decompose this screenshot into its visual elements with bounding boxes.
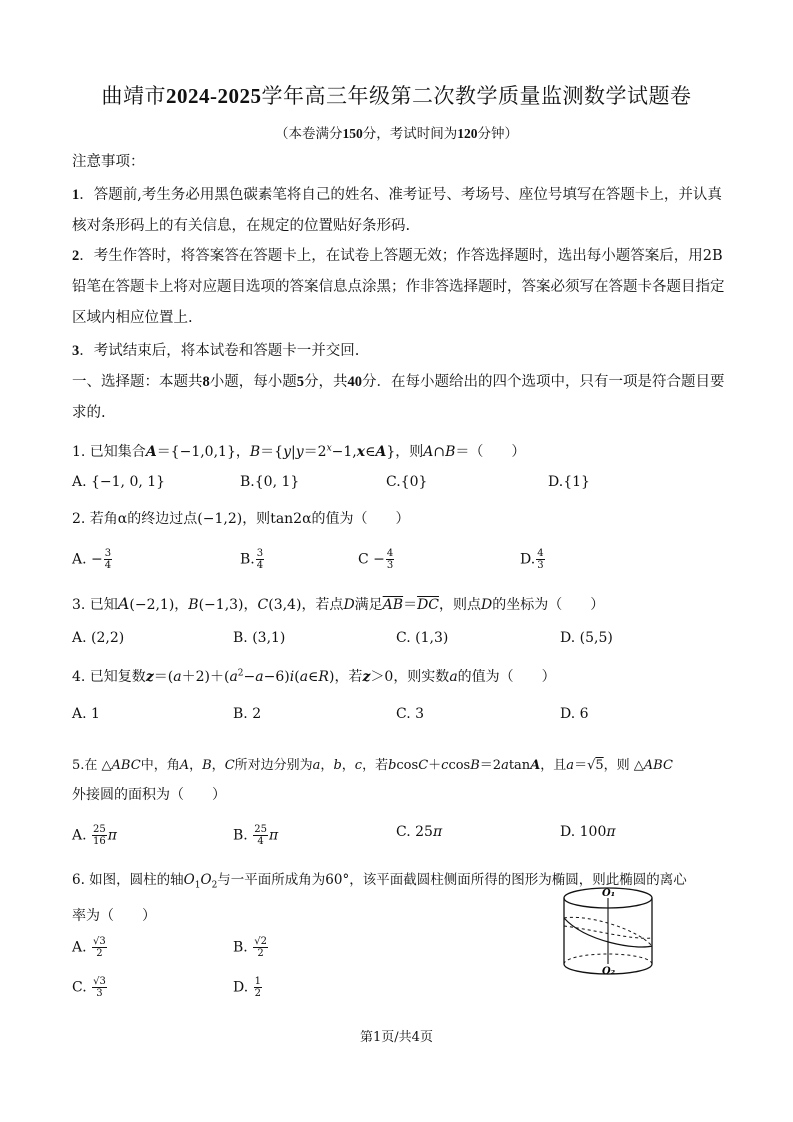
question-1-option-c: C.{0} — [386, 474, 428, 490]
question-5-option-a: A. $\frac{25}{16}$ π — [72, 824, 117, 847]
notice-item-1: 1．答题前,考生务必用黑色碳素笔将自己的姓名、准考证号、考场号、座位号填写在答题卡上，并认真核对条形码上的有关信息，在规定的位置贴好条形码. — [72, 187, 722, 234]
question-5-stem: 5.在 △ABC中，角A，B，C所对边分别为a，b，c，若bcosC＋ccosB＝2atanA，且a＝√5，则 △ABC — [72, 758, 673, 773]
question-2-stem: 2. 若角α的终边过点(−1,2)，则tan2α的值为（ ） — [72, 511, 410, 527]
question-3-option-c: C. (1,3) — [396, 630, 449, 646]
question-1-option-b: B.{0, 1} — [240, 474, 300, 490]
question-1-stem: 1. 已知集合A＝{−1,0,1}，$B=\{y|y=2^x-1,x\in A\}$，则A∩B＝（ ） — [72, 443, 526, 460]
question-6-option-b: B. $\frac{√2}{2}$ — [233, 936, 267, 959]
page-title: 曲靖市2024-2025学年高三年级第二次教学质量监测数学试题卷 — [101, 84, 692, 108]
question-2-option-b: B. $\frac{3}{4}$ — [240, 548, 264, 571]
cylinder-figure — [556, 884, 666, 982]
question-4-option-d: D. 6 — [560, 706, 589, 722]
question-3-option-b: B. (3,1) — [233, 630, 286, 646]
label-o1: O₁ — [602, 888, 616, 899]
question-4-option-a: A. 1 — [72, 706, 100, 722]
question-5-stem-cont: 外接圆的面积为（ ） — [72, 787, 226, 803]
page-footer: 第1页/共4页 — [360, 1030, 433, 1045]
question-2-option-d: D. $\frac{4}{3}$ — [520, 548, 544, 571]
question-2-option-a: A. − $\frac{3}{4}$ — [72, 548, 112, 571]
question-4-option-c: C. 3 — [396, 706, 425, 722]
question-3-option-a: A. (2,2) — [72, 630, 125, 646]
question-6-option-a: A. $\frac{√3}{2}$ — [72, 936, 106, 959]
notice-item-2: 2．考生作答时，将答案答在答题卡上，在试卷上答题无效；作答选择题时，选出每小题答案后，用2B铅笔在答题卡上将对应题目选项的答案信息点涂黑；作非答选择题时，答案必须写在答题卡各题目指定区域内相应位置上. — [72, 248, 725, 326]
page-subtitle: （本卷满分150分，考试时间为120分钟） — [275, 126, 518, 142]
question-5-option-b: B. $\frac{25}{4}$ π — [233, 824, 279, 847]
question-1-option-a: A. {−1, 0, 1} — [72, 474, 166, 490]
question-5-option-d: D. 100π — [560, 824, 616, 840]
question-4-stem: 4. 已知复数$z=(a+2)+(a^2-a-6)i(a\in R)$，若z＞0，则实数a的值为（ ） — [72, 668, 556, 685]
question-6-stem-cont: 率为（ ） — [72, 908, 156, 924]
question-3-option-d: D. (5,5) — [560, 630, 613, 646]
notice-item-3: 3．考试结束后，将本试卷和答题卡一并交回. — [72, 343, 360, 359]
question-6-option-c: C. $\frac{√3}{3}$ — [72, 976, 106, 999]
question-6-stem: 6. 如图，圆柱的轴$O_1O_2$与一平面所成角为60°，该平面截圆柱侧面所得的图形为椭圆，则此椭圆的离心 — [72, 872, 687, 891]
question-5-option-c: C. 25π — [396, 824, 443, 840]
section-heading: 一、选择题：本题共8小题，每小题5分，共40分．在每小题给出的四个选项中，只有一项是符合题目要求的. — [72, 374, 725, 421]
notice-heading: 注意事项： — [72, 154, 145, 170]
question-4-option-b: B. 2 — [233, 706, 262, 722]
question-6-option-d: D. $\frac{1}{2}$ — [233, 976, 262, 999]
question-2-option-c: C − $\frac{4}{3}$ — [358, 548, 394, 571]
label-o2: O₂ — [602, 966, 616, 977]
question-1-option-d: D.{1} — [548, 474, 590, 490]
question-3-stem: 3. 已知A(−2,1)，B(−1,3)，C(3,4)，若点D满足$\overline{AB}=\overline{DC}$，则点D的坐标为（ ） — [72, 594, 605, 613]
